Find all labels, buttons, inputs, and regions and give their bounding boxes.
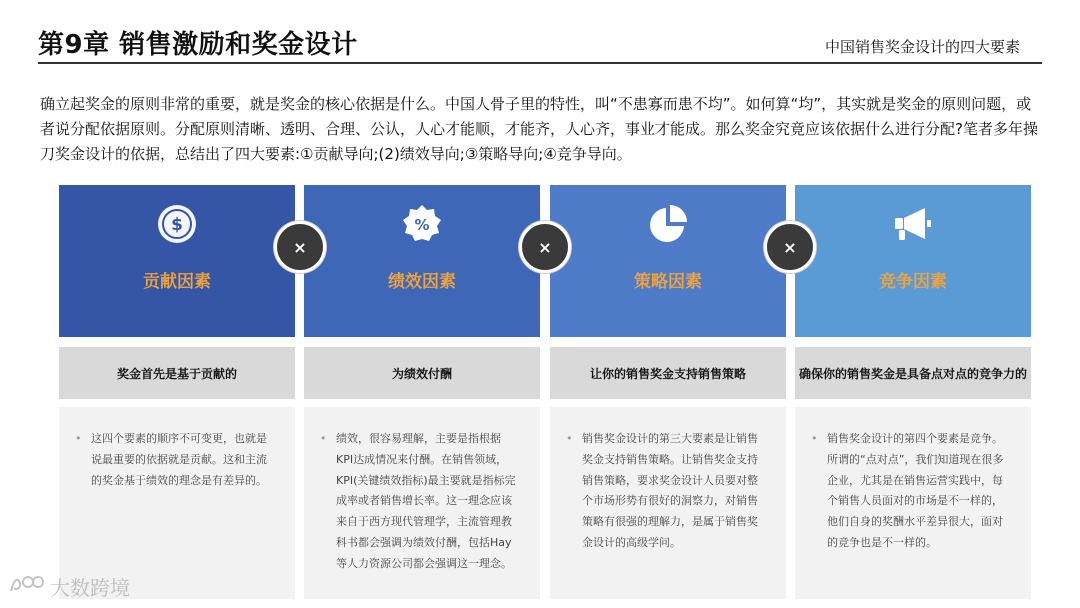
factor-card-title: 绩效因素 xyxy=(388,272,456,292)
connector-x-icon: × xyxy=(519,221,571,273)
factor-card-text: 绩效，很容易理解，主要是指根据KPI达成情况来付酬。在销售领域，KPI(关键绩效指标)最主要就是指标完成率或者销售增长率。这一理念应该来自于西方现代管理学，主流管理教科书都会强调为绩效付酬，包括Hay等人力资源公司都会强调这一理念。 xyxy=(336,432,516,570)
svg-text:%: % xyxy=(414,216,430,234)
factor-card-header xyxy=(550,185,786,337)
svg-text:$: $ xyxy=(171,215,183,235)
factor-card-competition xyxy=(795,185,1031,599)
megaphone-icon xyxy=(892,203,934,245)
page-title: 第9章 销售激励和奖金设计 xyxy=(38,30,358,60)
connector-x-icon: × xyxy=(274,221,326,273)
bullet: • xyxy=(566,432,573,445)
factor-card-body xyxy=(59,407,295,599)
factor-card-contribution xyxy=(59,185,295,599)
watermark xyxy=(8,572,130,601)
bullet: • xyxy=(75,432,82,445)
dollar-coin-icon xyxy=(156,203,198,245)
factor-card-subtitle: 为绩效付酬 xyxy=(304,347,540,399)
factor-card-header xyxy=(304,185,540,337)
watermark-text: 大数跨境 xyxy=(50,576,130,600)
factor-card-body xyxy=(550,407,786,599)
factor-card-strategy xyxy=(550,185,786,599)
factor-card-header xyxy=(59,185,295,337)
factor-card-header xyxy=(795,185,1031,337)
factor-card-subtitle: 确保你的销售奖金是具备点对点的竞争力的 xyxy=(795,347,1031,399)
intro-paragraph: 确立起奖金的原则非常的重要，就是奖金的核心依据是什么。中国人骨子里的特性，叫“不患寡而患不均”。如何算“均”，其实就是奖金的原则问题，或者说分配依据原则。分配原则清晰、透明、合理、公认，人心才能顺，才能齐，人心齐，事业才能成。那么奖金究竟应该依据什么进行分配?笔者多年操刀奖金设计的依据，总结出了四大要素:①贡献导向;(2)绩效导向;③策略导向;④竞争导向。 xyxy=(40,95,1038,163)
factor-card-body xyxy=(304,407,540,599)
factor-card-title: 竞争因素 xyxy=(879,272,947,292)
watermark-logo-icon xyxy=(8,573,44,600)
factor-card-text: 这四个要素的顺序不可变更，也就是说最重要的依据就是贡献。这和主流的奖金基于绩效的理念是有差异的。 xyxy=(91,432,267,487)
bullet: • xyxy=(320,432,327,445)
factor-card-subtitle: 让你的销售奖金支持销售策略 xyxy=(550,347,786,399)
factor-card-subtitle: 奖金首先是基于贡献的 xyxy=(59,347,295,399)
factor-card-text: 销售奖金设计的第四个要素是竞争。所谓的“点对点”，我们知道现在很多企业，尤其是在销售运营实践中，每个销售人员面对的市场是不一样的，他们自身的奖酬水平差异很大，面对的竞争也是不一样的。 xyxy=(827,432,1004,549)
title-divider xyxy=(38,62,1042,64)
factor-card-text: 销售奖金设计的第三大要素是让销售奖金支持销售策略。让销售奖金支持销售策略，要求奖金设计人员要对整个市场形势有很好的洞察力，对销售策略有很强的理解力，是属于销售奖金设计的高级学问。 xyxy=(582,432,758,549)
factor-card-title: 贡献因素 xyxy=(143,272,211,292)
percent-badge-icon xyxy=(401,203,443,245)
factor-card-performance xyxy=(304,185,540,599)
pie-chart-icon xyxy=(647,203,689,245)
bullet: • xyxy=(811,432,818,445)
connector-x-icon: × xyxy=(764,221,816,273)
factor-card-body xyxy=(795,407,1031,599)
page-subtitle: 中国销售奖金设计的四大要素 xyxy=(824,38,1020,56)
factor-card-title: 策略因素 xyxy=(634,272,702,292)
